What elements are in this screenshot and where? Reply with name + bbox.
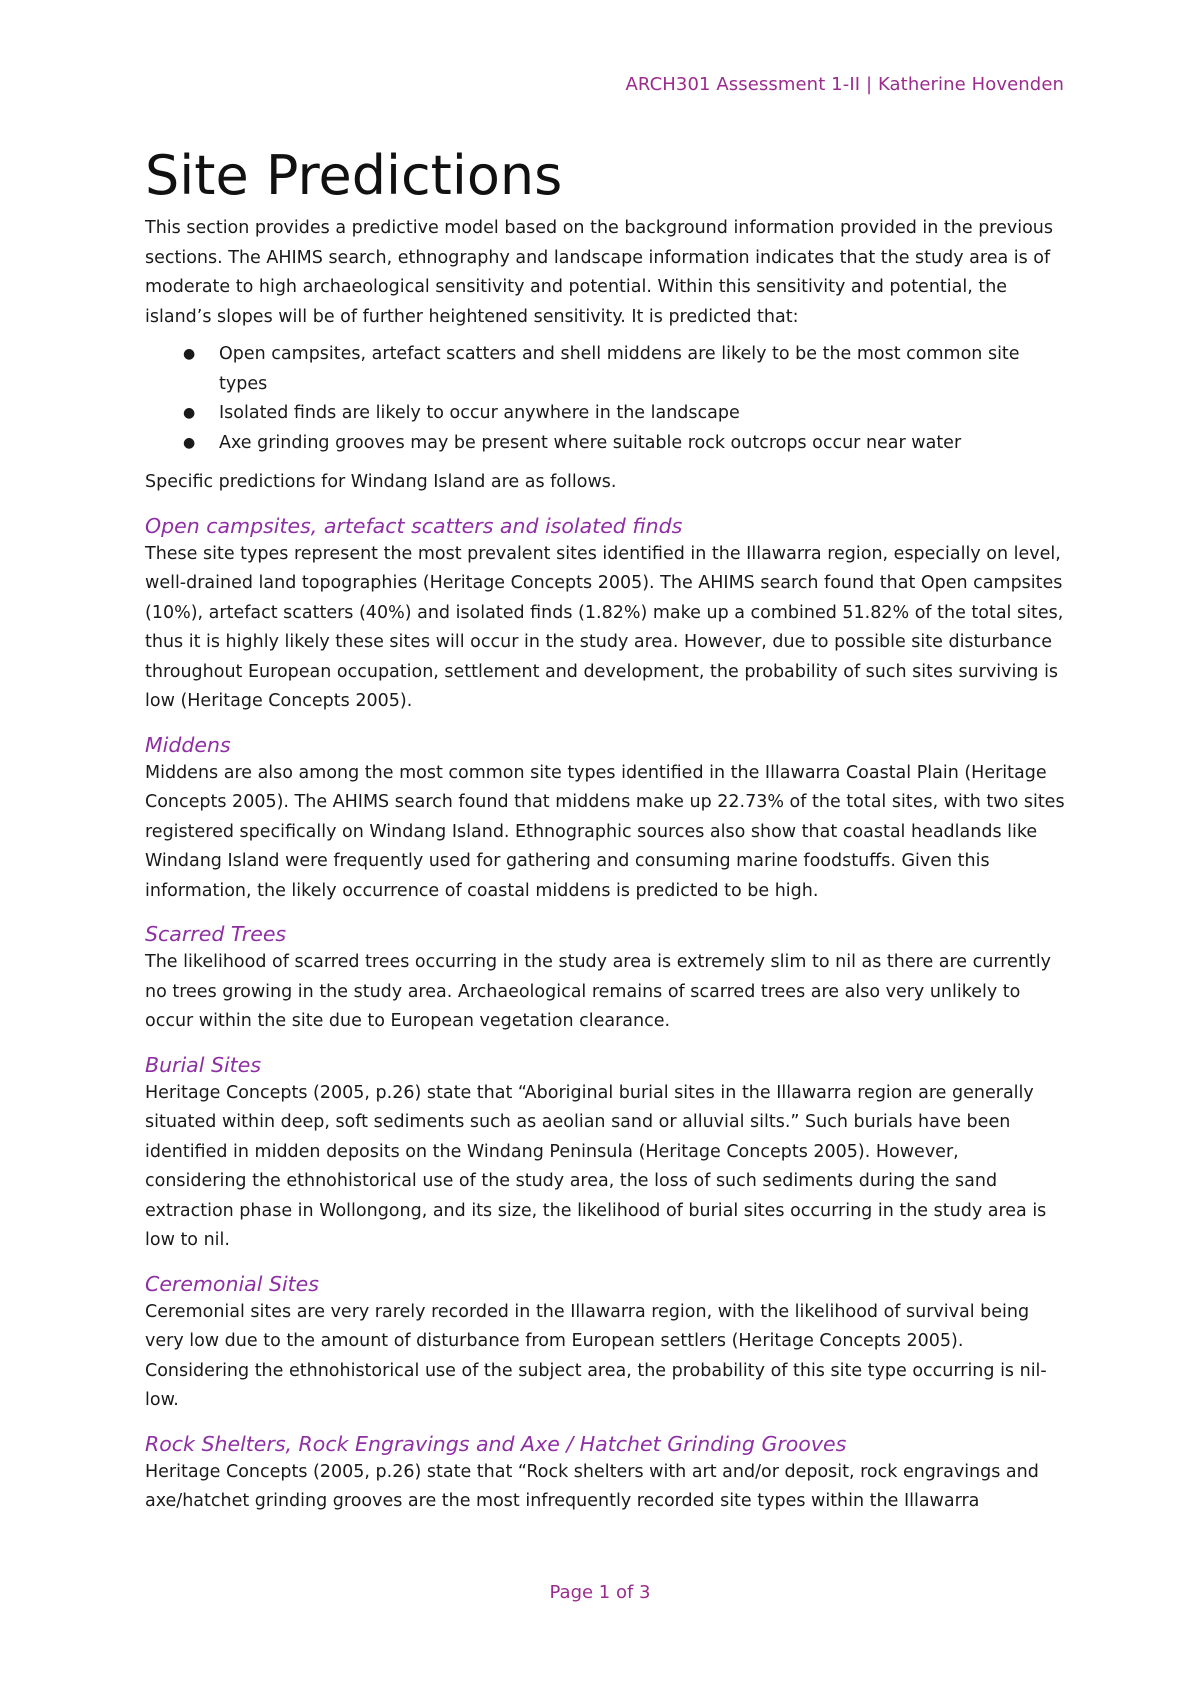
page-title: Site Predictions bbox=[145, 144, 563, 207]
page-header: ARCH301 Assessment 1-II | Katherine Hovenden bbox=[625, 74, 1064, 95]
document-body bbox=[145, 142, 1065, 1517]
list-item: ● Open campsites, artefact scatters and shell middens are likely to be the most common site types bbox=[145, 340, 1065, 399]
page-number: Page 1 of 3 bbox=[549, 1582, 651, 1603]
prediction-list bbox=[145, 340, 1065, 458]
list-item: ● Isolated finds are likely to occur anywhere in the landscape bbox=[145, 399, 1065, 429]
bullet-icon: ● bbox=[183, 346, 196, 362]
section-body: The likelihood of scarred trees occurring in the study area is extremely slim to nil as there are currently no trees growing in the study area. Archaeological remains of scarred trees are also very unlikely to occur within the site due to European vegetation clearance. bbox=[145, 952, 1051, 1031]
bullet-icon: ● bbox=[183, 434, 196, 451]
section-heading: Middens bbox=[145, 732, 231, 757]
section-heading: Rock Shelters, Rock Engravings and Axe / Hatchet Grinding Grooves bbox=[145, 1431, 847, 1456]
section-heading: Ceremonial Sites bbox=[145, 1271, 319, 1296]
bullet-icon: ● bbox=[183, 405, 196, 421]
section-heading: Scarred Trees bbox=[145, 922, 287, 946]
specific-predictions-line: Specific predictions for Windang Island are as follows. bbox=[145, 472, 617, 492]
section-heading: Burial Sites bbox=[145, 1052, 261, 1077]
list-item: ● Axe grinding grooves may be present where suitable rock outcrops occur near water bbox=[145, 429, 1065, 459]
section-body: These site types represent the most prevalent sites identified in the Illawarra region, especially on level, well-drained land topographies (Heritage Concepts 2005). The AHIMS search found that Open campsites (10%), artefact scatters (40%) and isolated finds (1.82%) make up a combined 51.82% of the total sites, thus it is highly likely these sites will occur in the study area. However, due to possible site disturbance throughout European occupation, settlement and development, the probability of such sites surviving is low (Heritage Concepts 2005). bbox=[145, 543, 1064, 711]
intro-paragraph: This section provides a predictive model based on the background information provided in the previous sections. The AHIMS search, ethnography and landscape information indicates that the study area is of moderate to high archaeological sensitivity and potential. Within this sensitivity and potential, the island’s slopes will be of further heightened sensitivity. It is predicted that: bbox=[145, 218, 1054, 327]
section-body: Ceremonial sites are very rarely recorded in the Illawarra region, with the likelihood of survival being very low due to the amount of disturbance from European settlers (Heritage Concepts 2005). Considering the ethnohistorical use of the subject area, the probability of this site type occurring is nil-low. bbox=[145, 1301, 1047, 1410]
section-body: Heritage Concepts (2005, p.26) state that “Rock shelters with art and/or deposit, rock engravings and axe/hatchet grinding grooves are the most infrequently recorded site types within the Illawarra bbox=[145, 1461, 1039, 1511]
section-heading: Open campsites, artefact scatters and isolated finds bbox=[145, 513, 683, 538]
section-body: Heritage Concepts (2005, p.26) state that “Aboriginal burial sites in the Illawarra region are generally situated within deep, soft sediments such as aeolian sand or alluvial silts.” Such burials have been identified in midden deposits on the Windang Peninsula (Heritage Concepts 2005). However, considering the ethnohistorical use of the study area, the loss of such sediments during the sand extraction phase in Wollongong, and its size, the likelihood of burial sites occurring in the study area is low to nil. bbox=[145, 1082, 1047, 1250]
section-body: Middens are also among the most common site types identified in the Illawarra Coastal Plain (Heritage Concepts 2005). The AHIMS search found that middens make up 22.73% of the total sites, with two sites registered specifically on Windang Island. Ethnographic sources also show that coastal headlands like Windang Island were frequently used for gathering and consuming marine foodstuffs. Given this information, the likely occurrence of coastal middens is predicted to be high. bbox=[145, 762, 1065, 901]
